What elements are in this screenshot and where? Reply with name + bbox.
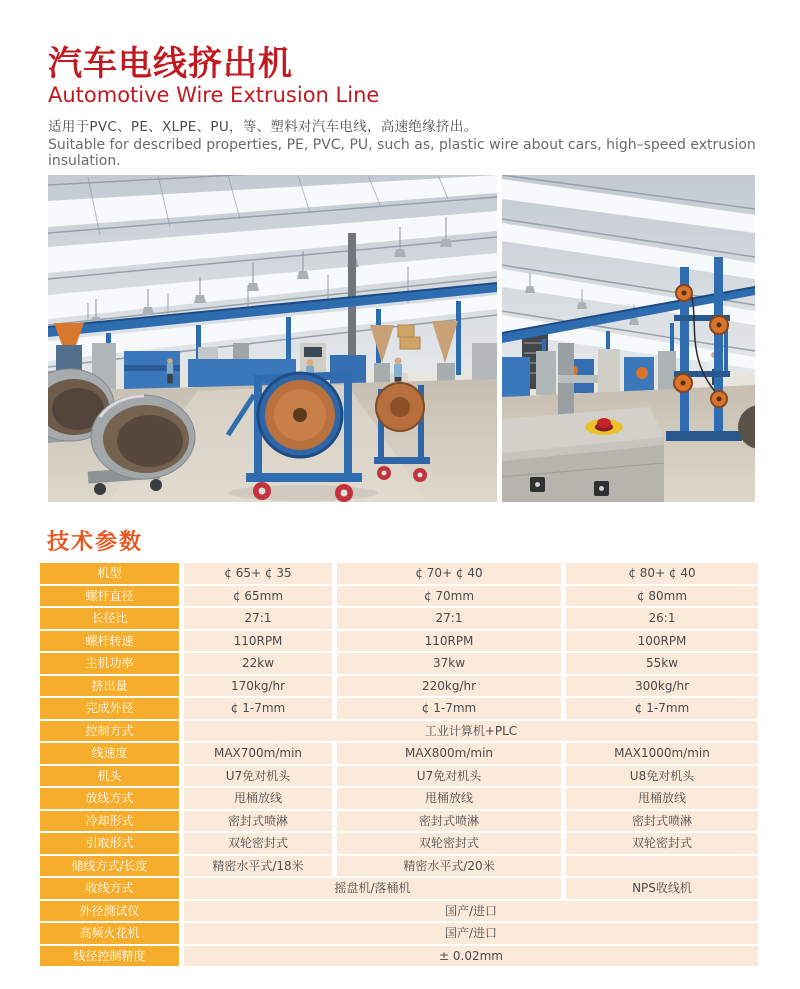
- table-row: [40, 586, 758, 607]
- row-value: 170kg/hr: [184, 676, 332, 697]
- row-value: MAX700m/min: [184, 743, 332, 764]
- row-label: 主机功率: [40, 653, 179, 674]
- factory-photo-left: [48, 175, 497, 502]
- row-value: 220kg/hr: [337, 676, 561, 697]
- row-value: U7免对机头: [337, 766, 561, 787]
- table-row: [40, 856, 758, 877]
- table-row: [40, 653, 758, 674]
- row-value: 甩桶放线: [337, 788, 561, 809]
- row-label: 引取形式: [40, 833, 179, 854]
- row-value: MAX1000m/min: [566, 743, 758, 764]
- row-value: 国产/进口: [184, 901, 758, 922]
- row-label: 储线方式/长度: [40, 856, 179, 877]
- row-label: 完成外径: [40, 698, 179, 719]
- row-value: 密封式喷淋: [184, 811, 332, 832]
- row-value: ± 0.02mm: [184, 946, 758, 967]
- row-value: 110RPM: [337, 631, 561, 652]
- table-row: [40, 743, 758, 764]
- row-value: 密封式喷淋: [337, 811, 561, 832]
- row-value: 精密水平式/18米: [184, 856, 332, 877]
- row-value: 精密水平式/20米: [337, 856, 561, 877]
- row-label: 放线方式: [40, 788, 179, 809]
- row-label: 线速度: [40, 743, 179, 764]
- row-value: ¢ 1-7mm: [566, 698, 758, 719]
- row-value: ¢ 80mm: [566, 586, 758, 607]
- row-value: U7免对机头: [184, 766, 332, 787]
- row-label: 机头: [40, 766, 179, 787]
- row-label: 控制方式: [40, 721, 179, 742]
- row-value: ¢ 70+ ¢ 40: [337, 563, 561, 584]
- table-row: [40, 676, 758, 697]
- table-row: [40, 923, 758, 944]
- table-row: [40, 833, 758, 854]
- section-title: 技术参数: [47, 530, 144, 555]
- row-value: 双轮密封式: [566, 833, 758, 854]
- row-value: NPS收线机: [566, 878, 758, 899]
- row-value: 甩桶放线: [184, 788, 332, 809]
- row-label: 外径测试仪: [40, 901, 179, 922]
- row-value: 双轮密封式: [184, 833, 332, 854]
- row-label: 线径控制精度: [40, 946, 179, 967]
- row-value: 26:1: [566, 608, 758, 629]
- row-value: ¢ 65+ ¢ 35: [184, 563, 332, 584]
- row-value: ¢ 80+ ¢ 40: [566, 563, 758, 584]
- row-value: 密封式喷淋: [566, 811, 758, 832]
- photo-row: [48, 175, 755, 502]
- spec-table: [40, 563, 758, 968]
- row-value: 300kg/hr: [566, 676, 758, 697]
- table-row: [40, 766, 758, 787]
- row-value: ¢ 1-7mm: [337, 698, 561, 719]
- table-row: [40, 901, 758, 922]
- row-label: 螺杆直径: [40, 586, 179, 607]
- table-row: [40, 811, 758, 832]
- table-row: [40, 698, 758, 719]
- control-console: [502, 407, 664, 502]
- row-value: 27:1: [337, 608, 561, 629]
- row-label: 挤出量: [40, 676, 179, 697]
- row-label: 螺杆转速: [40, 631, 179, 652]
- row-value: U8免对机头: [566, 766, 758, 787]
- table-row: [40, 608, 758, 629]
- row-value: MAX800m/min: [337, 743, 561, 764]
- table-row: [40, 721, 758, 742]
- table-row: [40, 631, 758, 652]
- factory-photo-right: [502, 175, 755, 502]
- description-en: Suitable for described properties, PE, PVC, PU, such as, plastic wire about cars, high–speed extrusion insulation.: [48, 137, 756, 169]
- emergency-stop-button: [597, 418, 611, 428]
- row-value: 甩桶放线: [566, 788, 758, 809]
- table-row: [40, 788, 758, 809]
- row-label: 长径比: [40, 608, 179, 629]
- row-label: 冷却形式: [40, 811, 179, 832]
- row-value: ¢ 65mm: [184, 586, 332, 607]
- row-value: [566, 856, 758, 877]
- table-row: [40, 878, 758, 899]
- row-value: 22kw: [184, 653, 332, 674]
- row-label: 收线方式: [40, 878, 179, 899]
- row-label: 高频火花机: [40, 923, 179, 944]
- description-cn: 适用于PVC、PE、XLPE、PU，等、塑料对汽车电线，高速绝缘挤出。: [48, 119, 478, 135]
- row-value: 110RPM: [184, 631, 332, 652]
- row-value: ¢ 70mm: [337, 586, 561, 607]
- row-value: 55kw: [566, 653, 758, 674]
- row-value: 摇盘机/落桶机: [184, 878, 561, 899]
- page-title: 汽车电线挤出机: [48, 44, 293, 84]
- row-label: 机型: [40, 563, 179, 584]
- row-value: 双轮密封式: [337, 833, 561, 854]
- row-value: ¢ 1-7mm: [184, 698, 332, 719]
- row-value: 100RPM: [566, 631, 758, 652]
- row-value: 27:1: [184, 608, 332, 629]
- table-row: [40, 946, 758, 967]
- page-subtitle: Automotive Wire Extrusion Line: [48, 83, 380, 107]
- row-value: 国产/进口: [184, 923, 758, 944]
- row-value: 工业计算机+PLC: [184, 721, 758, 742]
- row-value: 37kw: [337, 653, 561, 674]
- table-row: [40, 563, 758, 584]
